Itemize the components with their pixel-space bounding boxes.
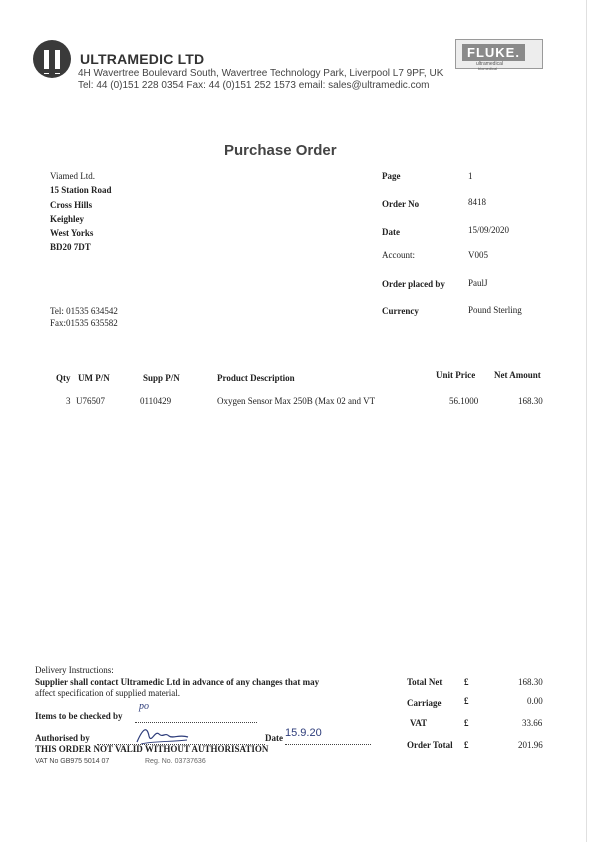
vat-label: VAT xyxy=(410,718,428,728)
cell-supp-pn: 0110429 xyxy=(140,396,172,406)
company-name: ULTRAMEDIC LTD xyxy=(80,51,205,67)
order-total-label: Order Total xyxy=(407,740,453,750)
supplier-address-line: Keighley xyxy=(50,214,84,224)
carriage-label: Carriage xyxy=(407,698,442,708)
account-value: V005 xyxy=(468,250,488,260)
cell-qty: 3 xyxy=(66,396,71,406)
company-contact: Tel: 44 (0)151 228 0354 Fax: 44 (0)151 252 1573 email: sales@ultramedic.com xyxy=(78,80,430,91)
carriage-currency: £ xyxy=(464,696,469,706)
not-valid-notice: THIS ORDER NOT VALID WITHOUT AUTHORISATION xyxy=(35,744,269,754)
col-supp-pn-header: Supp P/N xyxy=(143,373,180,383)
items-checked-line xyxy=(135,722,257,723)
order-total-currency: £ xyxy=(464,740,469,750)
vat-currency: £ xyxy=(464,718,469,728)
date-value: 15/09/2020 xyxy=(468,225,510,235)
cell-description: Oxygen Sensor Max 250B (Max 02 and VT xyxy=(217,396,376,406)
fluke-logo-subtext-2: biomedical xyxy=(478,66,498,71)
date-sign-label: Date xyxy=(265,733,283,743)
supplier-address-line: BD20 7DT xyxy=(50,242,91,252)
col-qty-header: Qty xyxy=(56,373,71,383)
vat-number: VAT No GB975 5014 07 xyxy=(35,758,110,765)
handwritten-date: 15.9.20 xyxy=(285,727,322,739)
total-net-currency: £ xyxy=(464,677,469,687)
cell-net-amount: 168.30 xyxy=(518,396,543,406)
col-net-amount-header: Net Amount xyxy=(494,370,541,380)
supplier-address-line: 15 Station Road xyxy=(50,185,112,195)
col-unit-price-header: Unit Price xyxy=(436,370,476,380)
delivery-line: affect specification of supplied material. xyxy=(35,688,181,698)
page-label: Page xyxy=(382,171,401,181)
cell-unit-price: 56.1000 xyxy=(449,396,479,406)
authorised-by-label: Authorised by xyxy=(35,733,90,743)
supplier-fax: Fax:01535 635582 xyxy=(50,318,118,328)
delivery-heading: Delivery Instructions: xyxy=(35,665,114,675)
currency-value: Pound Sterling xyxy=(468,305,522,315)
order-placed-by-value: PaulJ xyxy=(468,278,488,288)
total-net-label: Total Net xyxy=(407,677,443,687)
supplier-address-line: Cross Hills xyxy=(50,200,93,210)
page-edge xyxy=(586,0,587,842)
total-net-value: 168.30 xyxy=(518,677,543,687)
document-title: Purchase Order xyxy=(224,142,337,159)
supplier-address-line: Viamed Ltd. xyxy=(50,171,95,181)
fluke-logo-subtext: ultramedical xyxy=(476,61,503,67)
supplier-tel: Tel: 01535 634542 xyxy=(50,306,118,316)
fluke-logo-text: FLUKE. xyxy=(462,44,525,61)
col-um-pn-header: UM P/N xyxy=(78,373,110,383)
supplier-address-line: West Yorks xyxy=(50,228,94,238)
vat-value: 33.66 xyxy=(522,718,543,728)
order-placed-by-label: Order placed by xyxy=(382,279,445,289)
page-value: 1 xyxy=(468,171,473,181)
reg-number: Reg. No. 03737636 xyxy=(145,758,206,765)
order-no-value: 8418 xyxy=(468,197,486,207)
date-label: Date xyxy=(382,227,400,237)
date-sign-line xyxy=(285,744,371,745)
order-total-value: 201.96 xyxy=(518,740,543,750)
account-label: Account: xyxy=(382,250,415,260)
items-checked-label: Items to be checked by xyxy=(35,711,123,721)
company-address: 4H Wavertree Boulevard South, Wavertree Technology Park, Liverpool L7 9PF, UK xyxy=(78,68,444,79)
ultramedic-logo-icon xyxy=(33,40,71,78)
fluke-logo xyxy=(455,39,543,69)
currency-label: Currency xyxy=(382,306,419,316)
col-description-header: Product Description xyxy=(217,373,295,383)
cell-um-pn: U76507 xyxy=(76,396,105,406)
order-no-label: Order No xyxy=(382,199,420,209)
delivery-line: Supplier shall contact Ultramedic Ltd in advance of any changes that may xyxy=(35,677,320,687)
carriage-value: 0.00 xyxy=(527,696,543,706)
items-checked-initials: po xyxy=(139,701,149,712)
